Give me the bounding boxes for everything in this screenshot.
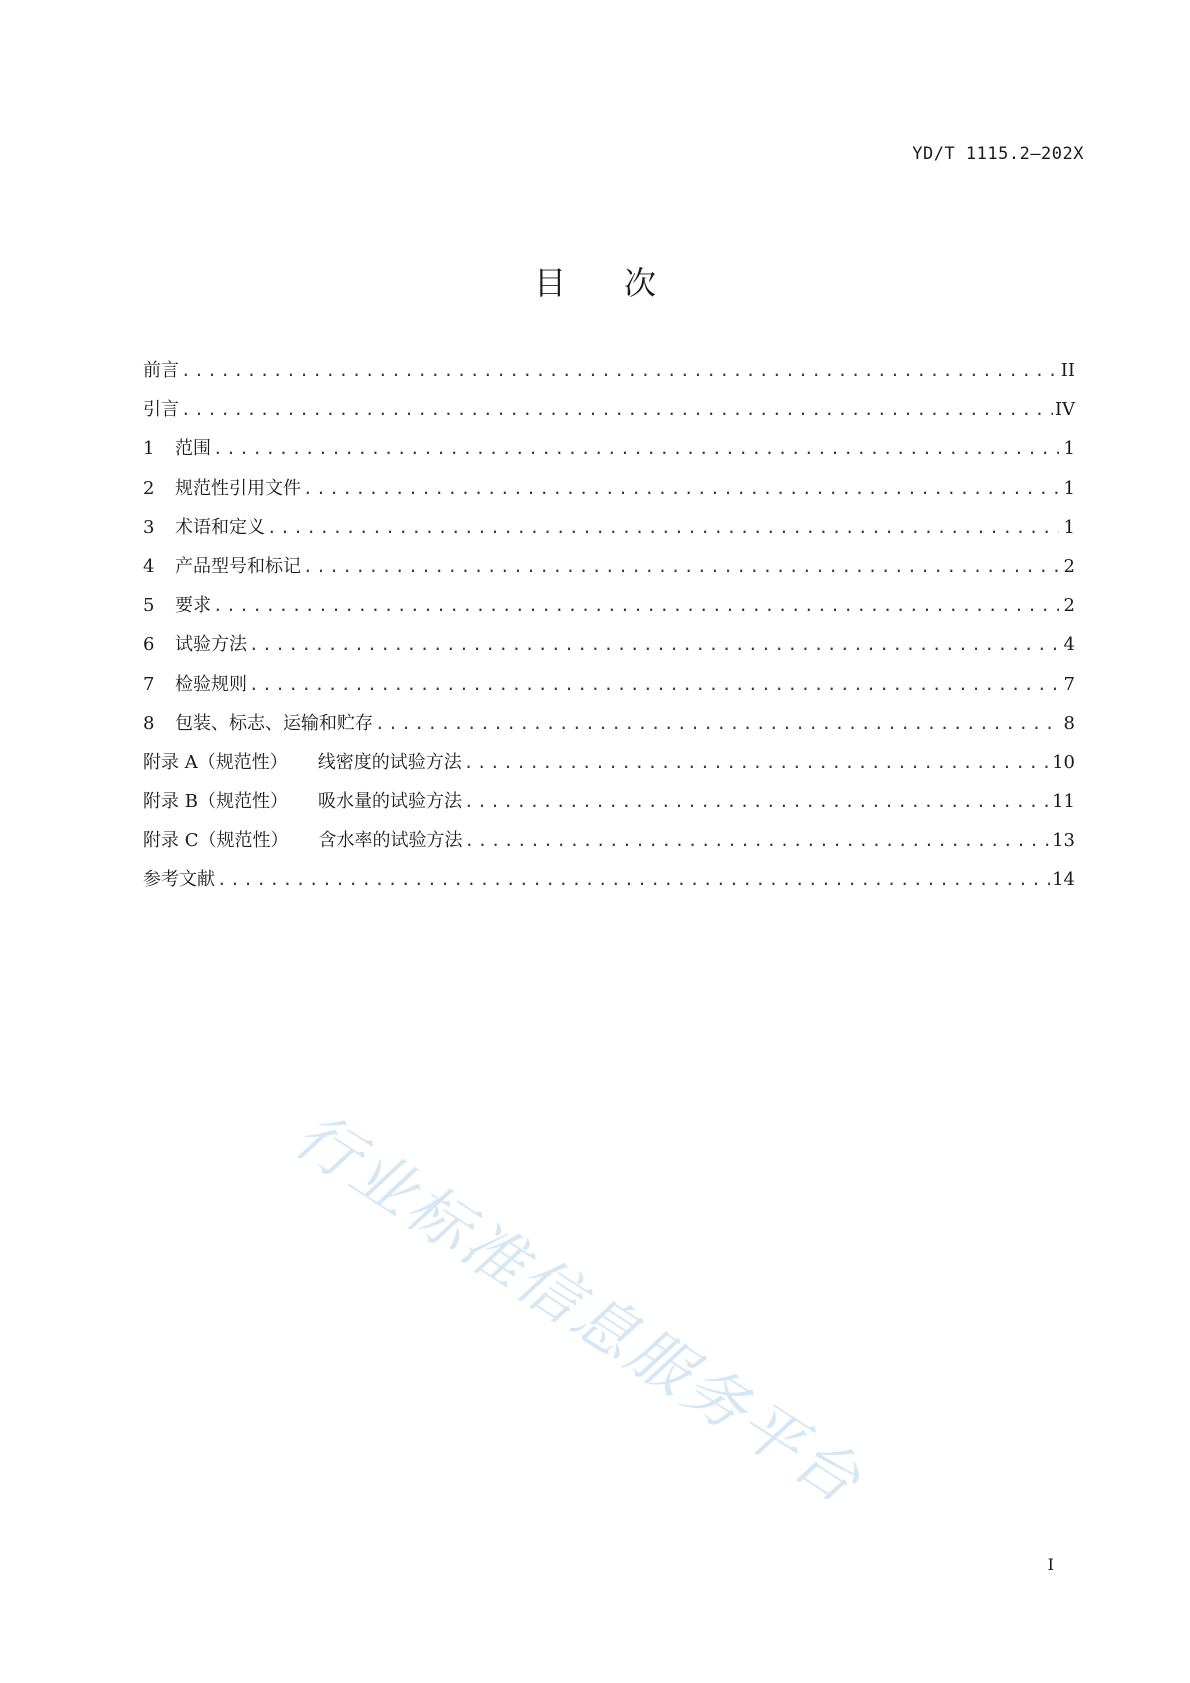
toc-entry-label: 试验方法 [175, 634, 247, 656]
toc-entry-page: II [1060, 360, 1075, 381]
toc-entry-foreword[interactable] [143, 356, 1075, 395]
toc-entry-label: 附录 B（规范性） [143, 791, 288, 813]
toc-entry-2[interactable] [143, 474, 1075, 513]
toc-entry-annex-a[interactable] [143, 748, 1075, 787]
toc-entry-page: 7 [1063, 673, 1075, 695]
dot-leader [465, 831, 1051, 850]
toc-entry-annex-c[interactable] [143, 826, 1075, 865]
toc-entry-label: 包装、标志、运输和贮存 [175, 712, 373, 734]
toc-entry-title: 吸水量的试验方法 [317, 791, 462, 813]
watermark: 行业标准信息服务平台 [282, 1098, 876, 1519]
toc-entry-label: 产品型号和标记 [175, 555, 301, 577]
dot-leader [464, 753, 1050, 772]
toc-entry-label: 附录 C（规范性） [143, 830, 289, 852]
page-title-char-2: 次 [624, 264, 657, 302]
toc-entry-title: 线密度的试验方法 [317, 751, 462, 773]
toc-entry-page: 10 [1052, 751, 1075, 773]
toc-entry-label: 检验规则 [175, 673, 247, 695]
toc-entry-page: 14 [1052, 869, 1075, 891]
toc-entry-number: 1 [143, 438, 155, 460]
toc-entry-6[interactable] [143, 630, 1075, 669]
dot-leader [249, 675, 1059, 694]
toc-entry-label: 范围 [175, 438, 211, 460]
toc-entry-label: 要求 [175, 595, 211, 617]
toc-entry-page: 13 [1052, 830, 1075, 852]
dot-leader [267, 518, 1059, 537]
dot-leader [375, 714, 1059, 733]
toc-entry-3[interactable] [143, 513, 1075, 552]
page-title [0, 258, 1190, 304]
dot-leader [213, 596, 1059, 615]
toc-entry-number: 6 [143, 634, 155, 656]
toc-entry-label: 参考文献 [143, 869, 215, 891]
dot-leader [249, 635, 1059, 654]
toc-entry-number: 3 [143, 516, 155, 538]
toc-entry-page: 2 [1063, 595, 1075, 617]
dot-leader [303, 557, 1059, 576]
document-code: YD/T 1115.2—202X [912, 144, 1084, 164]
toc-entry-5[interactable] [143, 591, 1075, 630]
dot-leader [464, 792, 1050, 811]
toc-entry-page: 2 [1063, 555, 1075, 577]
dot-leader [181, 400, 1053, 419]
toc-entry-page: 4 [1063, 634, 1075, 656]
toc-entry-4[interactable] [143, 552, 1075, 591]
toc-entry-bibliography[interactable] [143, 865, 1075, 904]
toc-entry-page: 1 [1063, 477, 1075, 499]
toc-entry-number: 4 [143, 555, 155, 577]
toc-entry-introduction[interactable] [143, 395, 1075, 434]
toc-entry-page: 8 [1063, 712, 1075, 734]
toc-entry-label: 术语和定义 [175, 516, 265, 538]
dot-leader [217, 870, 1050, 889]
page-number: I [1047, 1555, 1054, 1574]
toc-entry-number: 7 [143, 673, 155, 695]
toc-entry-label: 前言 [143, 360, 179, 381]
toc-entry-title: 含水率的试验方法 [318, 830, 463, 852]
dot-leader [213, 439, 1059, 458]
toc-entry-label: 规范性引用文件 [175, 477, 301, 499]
toc-entry-label: 附录 A（规范性） [143, 751, 288, 773]
toc-entry-annex-b[interactable] [143, 787, 1075, 826]
dot-leader [303, 479, 1059, 498]
toc-entry-page: 11 [1052, 791, 1075, 813]
toc-entry-page: 1 [1063, 516, 1075, 538]
toc-entry-number: 2 [143, 477, 155, 499]
toc-entry-8[interactable] [143, 709, 1075, 748]
table-of-contents [143, 356, 1075, 905]
toc-entry-page: 1 [1063, 438, 1075, 460]
toc-entry-label: 引言 [143, 399, 179, 421]
dot-leader [181, 361, 1059, 380]
page-title-char-1: 目 [533, 264, 566, 302]
toc-entry-number: 8 [143, 712, 155, 734]
toc-entry-number: 5 [143, 595, 155, 617]
toc-entry-page: IV [1054, 399, 1075, 421]
toc-entry-1[interactable] [143, 434, 1075, 473]
toc-entry-7[interactable] [143, 670, 1075, 709]
